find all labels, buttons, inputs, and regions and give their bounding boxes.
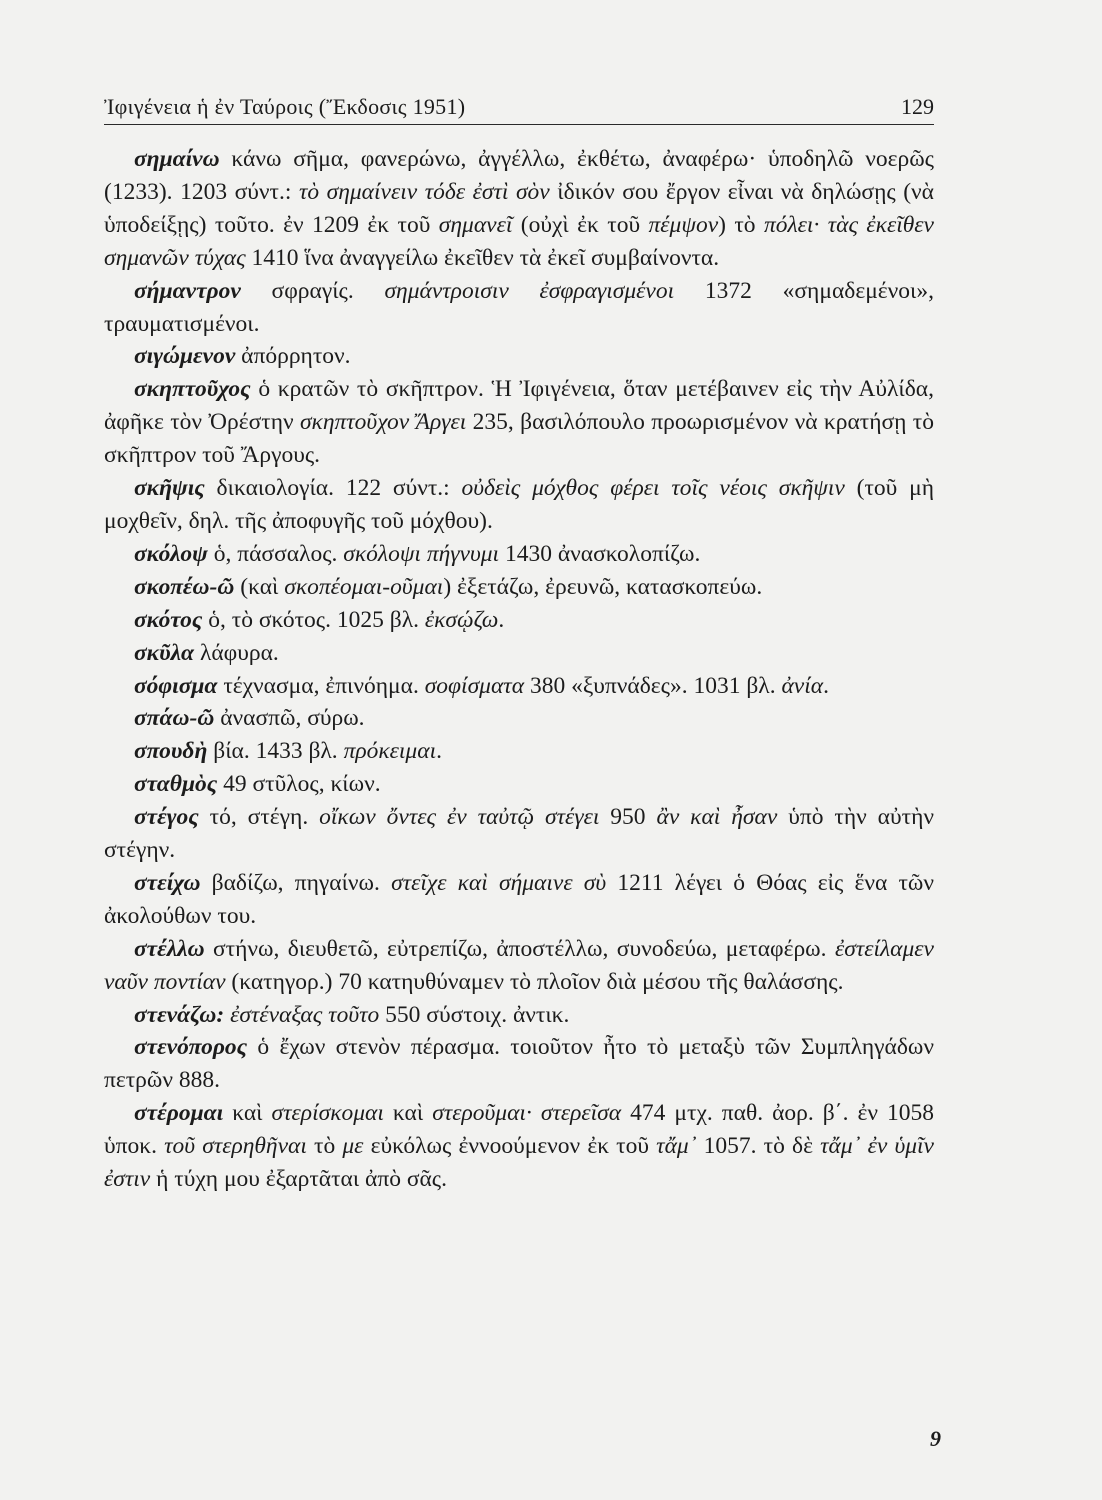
gloss-text: 950 bbox=[599, 804, 657, 831]
headword: στέλλω bbox=[134, 935, 205, 962]
glossary-entry bbox=[104, 867, 934, 933]
gloss-text: ἀνασπῶ, σύρω. bbox=[214, 705, 365, 732]
quotation: πρόκειμαι bbox=[343, 738, 437, 765]
glossary-entry bbox=[104, 670, 934, 703]
gloss-text: ἰδικόν σου ἔργον εἶναι νὰ δηλώσῃς (νὰ ὑποδείξῃς) τοῦτο. ἐν 1209 ἐκ τοῦ bbox=[104, 178, 934, 238]
quotation: ἀνία bbox=[781, 672, 824, 699]
gloss-text: ὑπὸ τὴν αὐτὴν στέγην. bbox=[104, 804, 934, 864]
headword: σήμαντρον bbox=[134, 277, 241, 304]
gloss-text: δικαιολογία. 122 σύντ.: bbox=[204, 475, 462, 502]
quotation: στεῖχε καὶ σήμαινε σὺ bbox=[391, 869, 607, 896]
quotation: στεροῦμαι· στερεῖσα bbox=[432, 1100, 622, 1127]
quotation: σοφίσματα bbox=[424, 672, 525, 699]
glossary-entry bbox=[104, 604, 934, 637]
gloss-text: 380 «ξυπνάδες». 1031 βλ. bbox=[524, 672, 782, 699]
gloss-text: ὁ ἔχων στενὸν πέρασμα. τοιοῦτον ἦτο τὸ μεταξὺ τῶν Συμπληγάδων πετρῶν 888. bbox=[104, 1034, 934, 1094]
quotation: τἄμ᾽ bbox=[656, 1133, 697, 1160]
gloss-text: 1410 ἵνα ἀναγγείλω ἐκεῖθεν τὰ ἐκεῖ συμβαίνοντα. bbox=[245, 244, 720, 271]
glossary-entry bbox=[104, 735, 934, 768]
headword: στενάζω: bbox=[134, 1001, 225, 1028]
gloss-text: . bbox=[498, 606, 505, 633]
gloss-text: 235, βασιλόπουλο προωρισμένον νὰ κρατήσῃ τὸ σκῆπτρον τοῦ Ἄργους. bbox=[104, 409, 935, 469]
gloss-text: ἡ τύχη μου ἐξαρτᾶται ἀπὸ σᾶς. bbox=[150, 1166, 447, 1193]
quotation: σκόλοψι πήγνυμι bbox=[343, 540, 500, 567]
headword: σκόλοψ bbox=[134, 540, 208, 567]
headword: σκῦλα bbox=[134, 639, 195, 666]
quotation: στερίσκομαι bbox=[271, 1100, 384, 1127]
header-rule bbox=[104, 124, 934, 125]
headword: σόφισμα bbox=[134, 672, 218, 699]
gloss-text: καὶ bbox=[383, 1100, 433, 1127]
quotation: με bbox=[342, 1133, 364, 1160]
running-title: Ἰφιγένεια ἡ ἐν Ταύροις (Ἔκδοσις 1951) bbox=[104, 94, 466, 119]
gloss-text: ) τὸ bbox=[718, 211, 764, 238]
gloss-text: 474 μτχ. παθ. ἀορ. β΄. ἐν 1058 ὑποκ. bbox=[104, 1100, 934, 1160]
headword: σκῆψις bbox=[134, 475, 205, 502]
glossary-entry bbox=[104, 340, 934, 373]
gloss-text: ) ἐξετάζω, ἐρευνῶ, κατασκοπεύω. bbox=[443, 573, 763, 600]
gloss-text: τὸ bbox=[306, 1133, 343, 1160]
glossary-entry bbox=[104, 143, 934, 275]
glossary-entry bbox=[104, 801, 934, 867]
glossary-entry bbox=[104, 571, 934, 604]
gloss-text: 550 σύστοιχ. ἀντικ. bbox=[379, 1001, 570, 1028]
glossary-entry bbox=[104, 702, 934, 735]
gloss-text: 1430 ἀνασκολοπίζω. bbox=[499, 540, 701, 567]
headword: σιγώμενον bbox=[134, 343, 236, 370]
gloss-text: σφραγίς. bbox=[240, 277, 385, 304]
headword: στέρομαι bbox=[134, 1100, 224, 1127]
gloss-text: 1211 λέγει ὁ Θόας εἰς ἕνα τῶν ἀκολούθων του. bbox=[104, 869, 935, 929]
quotation: τοῦ στερηθῆναι bbox=[164, 1133, 307, 1160]
gloss-text: λάφυρα. bbox=[194, 639, 279, 666]
gloss-text: τό, στέγη. bbox=[198, 804, 320, 831]
glossary-entry bbox=[104, 472, 934, 538]
quotation: σημάντροισιν ἐσφραγισμένοι bbox=[384, 277, 675, 304]
quotation: τὸ σημαίνειν τόδε ἐστὶ σὸν bbox=[298, 178, 550, 205]
quotation: τἄμ᾽ ἐν ὑμῖν ἐστιν bbox=[104, 1133, 934, 1193]
gloss-text: ὁ κρατῶν τὸ σκῆπτρον. Ἡ Ἰφιγένεια, ὅταν μετέβαινεν εἰς τὴν Αὐλίδα, ἀφῆκε τὸν Ὀρέστην bbox=[104, 376, 934, 436]
quotation: ἐστέναξας τοῦτο bbox=[230, 1001, 380, 1028]
headword: σκηπτοῦχος bbox=[134, 376, 251, 403]
gloss-text: 49 στῦλος, κίων. bbox=[217, 771, 381, 798]
headword: σπάω-ῶ bbox=[134, 705, 215, 732]
glossary-entry bbox=[104, 933, 934, 999]
headword: σημαίνω bbox=[134, 146, 220, 172]
gloss-text: (οὐχὶ ἐκ τοῦ bbox=[512, 211, 649, 238]
gloss-text: . bbox=[823, 672, 829, 699]
quotation: οἴκων ὄντες ἐν ταὐτῷ στέγει bbox=[319, 804, 600, 831]
gloss-text: 1372 «σημαδεμένοι», τραυματισμένοι. bbox=[104, 277, 934, 337]
glossary-entry bbox=[104, 999, 934, 1032]
headword: σκοπέω-ῶ bbox=[134, 573, 235, 600]
page-number: 129 bbox=[901, 94, 934, 119]
glossary-entry bbox=[104, 1097, 934, 1196]
glossary-entry bbox=[104, 275, 934, 341]
headword: στέγος bbox=[134, 804, 199, 831]
gloss-text: (τοῦ μὴ μοχθεῖν, δηλ. τῆς ἀποφυγῆς τοῦ μόχθου). bbox=[104, 475, 935, 534]
gloss-text: κάνω σῆμα, φανερώνω, ἀγγέλλω, ἐκθέτω, ἀναφέρω· ὑποδηλῶ νοερῶς (1233). 1203 σύντ.: bbox=[104, 146, 934, 205]
gloss-text: βία. 1433 βλ. bbox=[207, 738, 344, 765]
gloss-text: ὁ, πάσσαλος. bbox=[207, 540, 344, 567]
gloss-text: 1057. τὸ δὲ bbox=[696, 1133, 821, 1160]
quotation: πόλει· τὰς ἐκεῖθεν σημανῶν τύχας bbox=[104, 211, 934, 271]
headword: στενόπορος bbox=[134, 1034, 248, 1061]
glossary-entry bbox=[104, 373, 934, 472]
headword: στείχω bbox=[134, 869, 201, 896]
quotation: πέμψον bbox=[648, 211, 719, 238]
gloss-text: στήνω, διευθετῶ, εὐτρεπίζω, ἀποστέλλω, συνοδεύω, μεταφέρω. bbox=[204, 935, 835, 962]
signature-mark: 9 bbox=[930, 1426, 941, 1451]
quotation: σκοπέομαι-οῦμαι bbox=[284, 573, 444, 600]
quotation: σημανεῖ bbox=[438, 211, 513, 238]
glossary-entry bbox=[104, 768, 934, 801]
quotation: οὐδεὶς μόχθος φέρει τοῖς νέοις σκῆψιν bbox=[461, 475, 845, 502]
gloss-text: βαδίζω, πηγαίνω. bbox=[200, 869, 392, 896]
gloss-text: ἀπόρρητον. bbox=[235, 343, 351, 370]
gloss-text: (καὶ bbox=[234, 573, 285, 600]
quotation: ἂν καὶ ἦσαν bbox=[656, 804, 778, 831]
glossary-body bbox=[104, 143, 934, 1196]
running-header bbox=[104, 94, 934, 124]
quotation: ἐστείλαμεν ναῦν ποντίαν bbox=[104, 935, 934, 995]
gloss-text: ὁ, τὸ σκότος. 1025 βλ. bbox=[202, 606, 425, 633]
gloss-text: τέχνασμα, ἐπινόημα. bbox=[217, 672, 425, 699]
gloss-text: καὶ bbox=[223, 1100, 272, 1127]
glossary-entry bbox=[104, 1031, 934, 1097]
quotation: σκηπτοῦχον Ἄργει bbox=[299, 409, 467, 436]
glossary-entry bbox=[104, 637, 934, 670]
gloss-text: εὐκόλως ἐννοούμενον ἐκ τοῦ bbox=[363, 1133, 657, 1160]
headword: σπουδὴ bbox=[134, 738, 208, 765]
headword: σταθμὸς bbox=[134, 771, 218, 798]
gloss-text: (κατηγορ.) 70 κατηυθύναμεν τὸ πλοῖον διὰ μέσου τῆς θαλάσσης. bbox=[225, 968, 844, 995]
quotation: ἐκσῴζω bbox=[424, 606, 499, 633]
glossary-entry bbox=[104, 538, 934, 571]
gloss-text: . bbox=[436, 738, 442, 765]
headword: σκότος bbox=[134, 606, 203, 633]
